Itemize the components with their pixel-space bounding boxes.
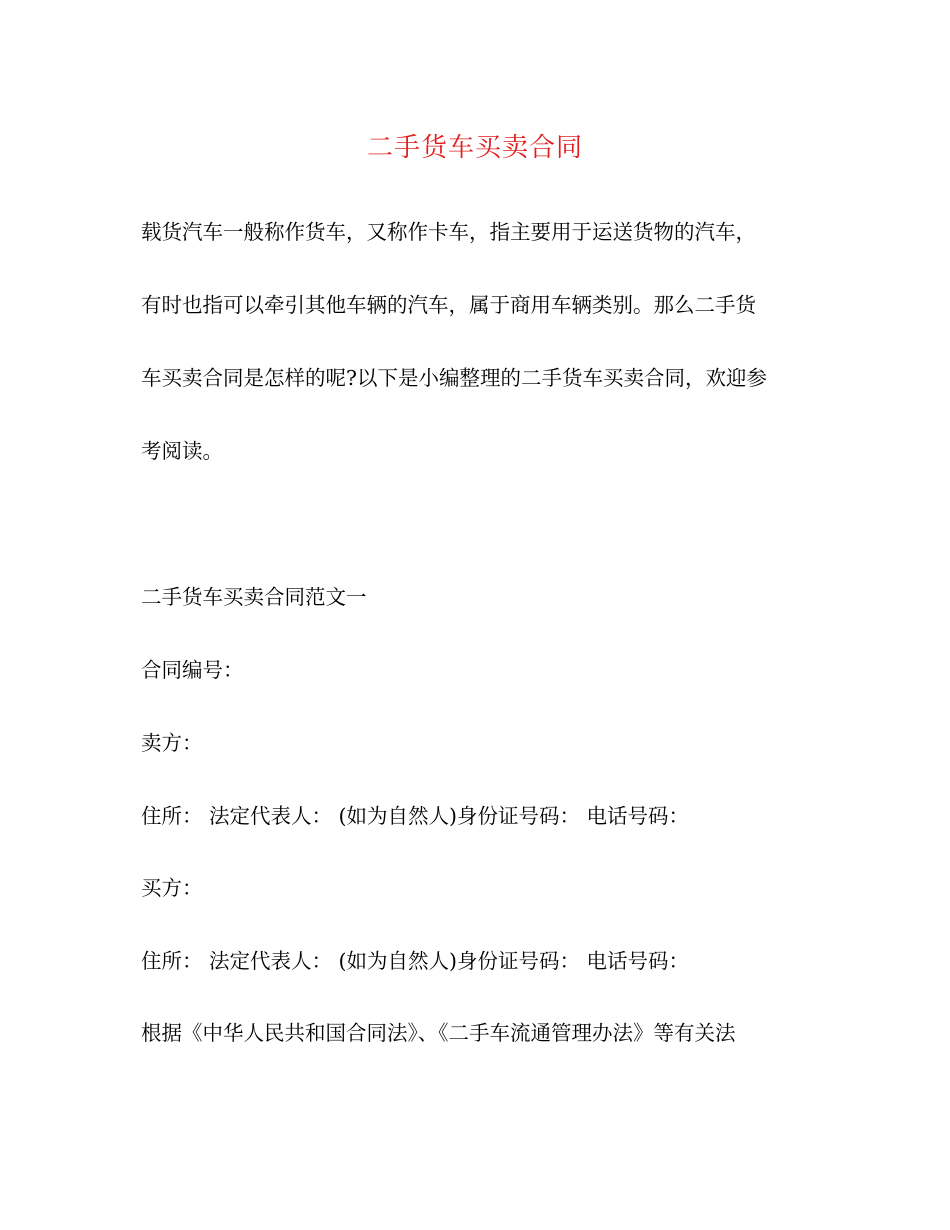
seller-details: 住所： 法定代表人： (如为自然人)身份证号码： 电话号码： [141, 804, 690, 828]
section-heading: 二手货车买卖合同范文一 [141, 585, 367, 609]
legal-basis-line: 根据《中华人民共和国合同法》、《二手车流通管理办法》等有关法 [141, 1021, 736, 1045]
intro-line-2: 有时也指可以牵引其他车辆的汽车，属于商用车辆类别。那么二手货 [141, 293, 756, 317]
intro-line-4: 考阅读。 [141, 439, 223, 463]
intro-line-3: 车买卖合同是怎样的呢?以下是小编整理的二手货车买卖合同，欢迎参 [141, 366, 767, 390]
document-title: 二手货车买卖合同 [366, 133, 583, 163]
contract-number-label: 合同编号： [141, 658, 244, 682]
buyer-label: 买方： [141, 876, 203, 900]
seller-label: 卖方： [141, 731, 203, 755]
buyer-details: 住所： 法定代表人： (如为自然人)身份证号码： 电话号码： [141, 949, 690, 973]
intro-line-1: 载货汽车一般称作货车，又称作卡车，指主要用于运送货物的汽车， [141, 220, 756, 244]
